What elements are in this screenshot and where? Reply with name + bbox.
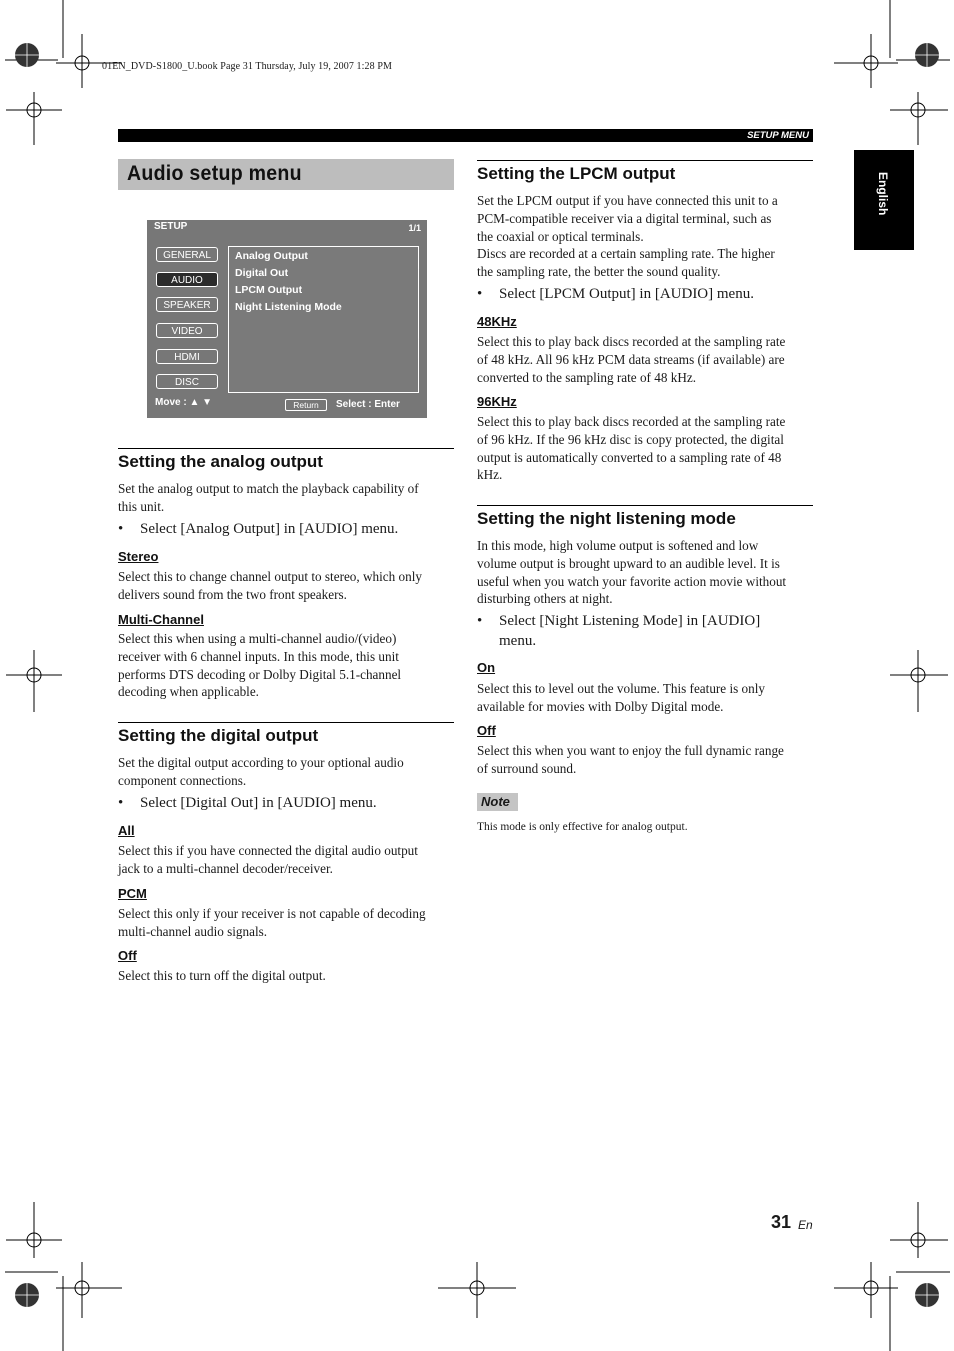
- on-text: [477, 680, 765, 716]
- text-line: Select this to play back discs recorded at the sampling rate: [477, 414, 786, 429]
- 96khz-text: [477, 413, 785, 484]
- section-header-bar: [118, 129, 813, 142]
- osd-item-lpcm-output: LPCM Output: [235, 284, 303, 296]
- stereo-text: [118, 568, 422, 604]
- bullet-dot: •: [118, 521, 124, 537]
- on-title: On: [477, 660, 496, 675]
- note-text: This mode is only effective for analog output.: [477, 821, 688, 833]
- text-line: of 48 kHz. All 96 kHz PCM data streams (if available) are: [477, 351, 785, 367]
- text-line: PCM-compatible receiver via a digital terminal, such as: [477, 210, 772, 226]
- bullet-text: Select [Analog Output] in [AUDIO] menu.: [140, 521, 399, 537]
- night-bullet: [477, 611, 807, 651]
- bullet-text: Select [LPCM Output] in [AUDIO] menu.: [499, 286, 754, 302]
- osd-item-analog-output: Analog Output: [235, 250, 308, 262]
- note-label: Note: [481, 794, 510, 809]
- analog-intro: [118, 480, 419, 516]
- bullet-dot: •: [477, 286, 483, 302]
- main-title-bar: [118, 159, 454, 190]
- text-line: Select this to change channel output to stereo, which only: [118, 569, 422, 584]
- text-line: Set the digital output according to your optional audio: [118, 755, 404, 770]
- multi-channel-title: Multi-Channel: [118, 612, 204, 627]
- text-line: Select this when you want to enjoy the full dynamic range: [477, 743, 784, 758]
- night-off-title: Off: [477, 723, 496, 738]
- text-line: Select this when using a multi-channel audio/(video): [118, 631, 397, 646]
- text-line: jack to a multi-channel decoder/receiver.: [118, 860, 333, 876]
- text-line: receiver with 6 channel inputs. In this mode, this unit: [118, 648, 399, 664]
- page-title: Audio setup menu: [127, 162, 302, 185]
- text-line: Select [Night Listening Mode] in [AUDIO]: [499, 613, 761, 629]
- night-off-text: [477, 742, 784, 778]
- text-line: converted to the sampling rate of 48 kHz.: [477, 369, 696, 385]
- text-line: component connections.: [118, 772, 247, 788]
- digital-heading: Setting the digital output: [118, 726, 319, 745]
- bullet-dot: •: [477, 613, 483, 629]
- osd-select-hint: Select : Enter: [336, 399, 400, 410]
- osd-title: SETUP: [154, 221, 188, 232]
- digital-intro: [118, 754, 404, 790]
- analog-heading: Setting the analog output: [118, 452, 323, 471]
- bullet-text: Select [Digital Out] in [AUDIO] menu.: [140, 795, 377, 811]
- text-line: In this mode, high volume output is softened and low: [477, 538, 759, 553]
- digital-off-text: [118, 967, 326, 985]
- text-line: Set the LPCM output if you have connected this unit to a: [477, 193, 778, 208]
- text-line: multi-channel audio signals.: [118, 923, 268, 939]
- text-line: of 96 kHz. If the 96 kHz disc is copy protected, the digital: [477, 431, 784, 447]
- bullet-text: [499, 611, 760, 651]
- page-number: 31: [771, 1212, 792, 1232]
- language-tab-label: English: [876, 172, 890, 216]
- night-heading: Setting the night listening mode: [477, 509, 736, 528]
- 48khz-text: [477, 333, 785, 386]
- all-title: All: [118, 823, 135, 838]
- text-line: Select this to level out the volume. This feature is only: [477, 681, 765, 696]
- text-line: this unit.: [118, 498, 165, 514]
- note-label-box: [477, 793, 518, 811]
- 48khz-title: 48KHz: [477, 314, 517, 329]
- osd-page-indicator: 1/1: [408, 223, 421, 233]
- text-line: available for movies with Dolby Digital mode.: [477, 698, 724, 714]
- section-header-label: SETUP MENU: [747, 130, 809, 141]
- section-rule: [118, 448, 454, 449]
- all-text: [118, 842, 418, 878]
- text-line: Select this to turn off the digital output.: [118, 968, 326, 983]
- osd-tab-video: VIDEO: [156, 323, 218, 338]
- page-language: En: [798, 1218, 813, 1232]
- section-rule: [477, 160, 813, 161]
- setup-menu-screen: [147, 220, 427, 418]
- lpcm-heading: Setting the LPCM output: [477, 164, 676, 183]
- text-line: output is automatically converted to a sampling rate of 48: [477, 449, 782, 465]
- text-line: Select this to play back discs recorded at the sampling rate: [477, 334, 786, 349]
- osd-item-digital-out: Digital Out: [235, 267, 289, 279]
- section-rule: [477, 505, 813, 506]
- analog-bullet: [118, 519, 448, 539]
- text-line: the coaxial or optical terminals.: [477, 228, 644, 244]
- osd-move-hint: Move : ▲ ▼: [155, 397, 213, 408]
- osd-tab-general: GENERAL: [156, 247, 218, 262]
- osd-tab-audio: AUDIO: [156, 272, 218, 287]
- osd-tab-disc: DISC: [156, 374, 218, 389]
- section-rule: [118, 722, 454, 723]
- language-tab: [854, 150, 914, 250]
- lpcm-bullet: [477, 284, 807, 304]
- text-line: useful when you watch your favorite action movie without: [477, 573, 787, 589]
- night-intro: [477, 537, 786, 608]
- text-line: Select this only if your receiver is not capable of decoding: [118, 906, 426, 921]
- bullet-dot: •: [118, 795, 124, 811]
- pcm-title: PCM: [118, 886, 147, 901]
- digital-off-title: Off: [118, 948, 137, 963]
- text-line: Discs are recorded at a certain sampling rate. The higher: [477, 246, 775, 262]
- text-line: delivers sound from the two front speakers.: [118, 586, 347, 602]
- 96khz-title: 96KHz: [477, 394, 517, 409]
- stereo-title: Stereo: [118, 549, 159, 564]
- osd-tab-hdmi: HDMI: [156, 349, 218, 364]
- osd-return-button: Return: [285, 399, 327, 411]
- text-line: kHz.: [477, 467, 503, 483]
- text-line: decoding when applicable.: [118, 684, 259, 700]
- text-line: Select this if you have connected the digital audio output: [118, 843, 418, 858]
- text-line: menu.: [499, 633, 537, 649]
- osd-item-panel: [228, 246, 419, 393]
- multi-channel-text: [118, 630, 401, 701]
- text-line: disturbing others at night.: [477, 591, 613, 607]
- book-info: 01EN_DVD-S1800_U.book Page 31 Thursday, July 19, 2007 1:28 PM: [102, 61, 392, 72]
- osd-tab-speaker: SPEAKER: [156, 297, 218, 312]
- text-line: performs DTS decoding or Dolby Digital 5.1-channel: [118, 666, 402, 682]
- digital-bullet: [118, 793, 448, 813]
- text-line: volume output is brought upward to an audible level. It is: [477, 555, 780, 571]
- text-line: the sampling rate, the better the sound quality.: [477, 264, 721, 280]
- text-line: of surround sound.: [477, 760, 577, 776]
- pcm-text: [118, 905, 426, 941]
- lpcm-intro: [477, 192, 778, 281]
- text-line: Set the analog output to match the playback capability of: [118, 481, 419, 496]
- osd-item-night-listening-mode: Night Listening Mode: [235, 301, 342, 313]
